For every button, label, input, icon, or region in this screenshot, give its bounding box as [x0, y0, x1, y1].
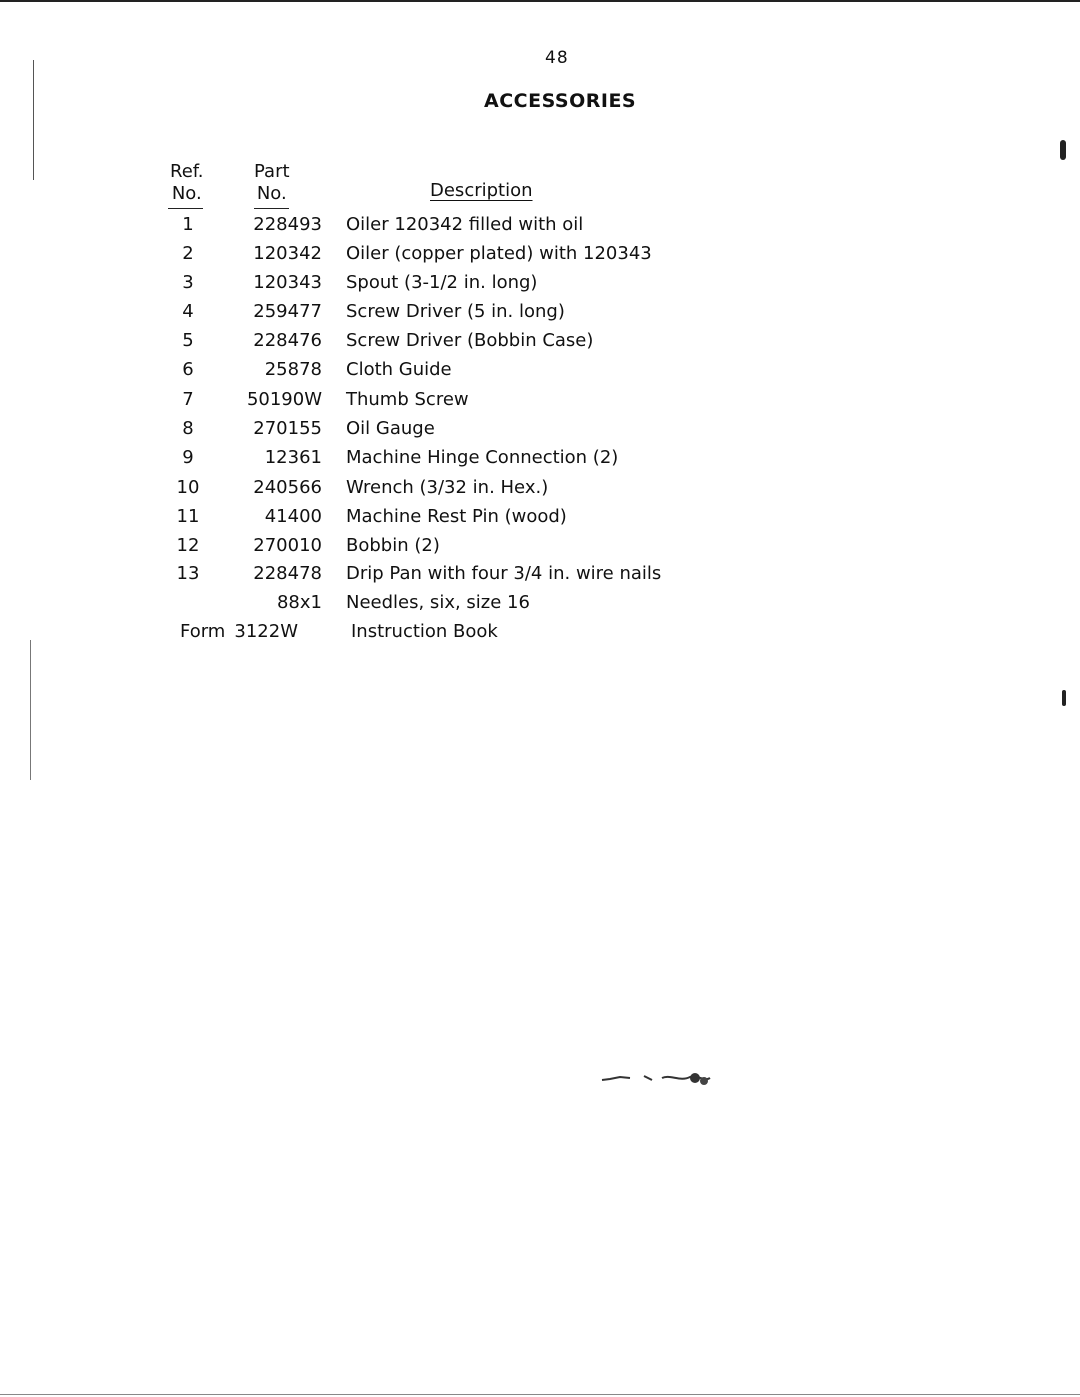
part-cell: 228478: [253, 563, 322, 584]
description-header-label: Description: [430, 180, 533, 201]
description-cell: Bobbin (2): [346, 535, 440, 556]
part-header-underline: [254, 208, 289, 209]
ref-cell: 8: [182, 418, 194, 439]
description-cell: Machine Hinge Connection (2): [346, 447, 619, 468]
right-scan-speck-lower: [1062, 690, 1066, 706]
part-cell: 12361: [264, 447, 322, 468]
part-cell: 3122W: [234, 621, 298, 642]
top-scan-edge: [0, 0, 1080, 2]
ref-cell: 7: [182, 389, 194, 410]
part-cell: 88x1: [276, 592, 322, 613]
ink-smudge-icon: [600, 1068, 715, 1092]
ref-cell: 2: [182, 243, 194, 264]
ref-cell: 4: [182, 301, 194, 322]
ref-cell: 10: [176, 477, 200, 498]
ref-header-underline: [168, 208, 203, 209]
description-cell: Wrench (3/32 in. Hex.): [346, 477, 549, 498]
description-cell: Oiler 120342 filled with oil: [346, 214, 584, 235]
part-cell: 50190W: [246, 389, 322, 410]
description-cell: Instruction Book: [351, 621, 498, 642]
part-cell: 120343: [253, 272, 322, 293]
description-cell: Spout (3-1/2 in. long): [346, 272, 538, 293]
ref-cell: 1: [182, 214, 194, 235]
left-scan-mark-lower: [30, 640, 31, 780]
ref-cell: 6: [182, 359, 194, 380]
description-cell: Oil Gauge: [346, 418, 435, 439]
part-cell: 228476: [253, 330, 322, 351]
part-cell: 270010: [253, 535, 322, 556]
description-cell: Machine Rest Pin (wood): [346, 506, 567, 527]
part-cell: 120342: [253, 243, 322, 264]
description-cell: Needles, six, size 16: [346, 592, 530, 613]
part-header-line2: No.: [256, 183, 287, 204]
ref-header-line1: Ref.: [170, 161, 204, 182]
description-cell: Screw Driver (Bobbin Case): [346, 330, 594, 351]
description-header: [430, 180, 533, 202]
ref-cell: 3: [182, 272, 194, 293]
description-cell: Cloth Guide: [346, 359, 452, 380]
part-cell: 240566: [253, 477, 322, 498]
part-cell: 228493: [253, 214, 322, 235]
description-cell: Thumb Screw: [346, 389, 469, 410]
ref-header-line2: No.: [171, 183, 202, 204]
part-no-header: [254, 161, 290, 205]
ref-cell: 11: [176, 506, 200, 527]
part-cell: 270155: [253, 418, 322, 439]
part-cell: 25878: [264, 359, 322, 380]
part-header-line1: Part: [254, 161, 290, 182]
ref-cell: 12: [176, 535, 200, 556]
left-scan-mark: [33, 60, 34, 180]
ref-cell: Form: [180, 621, 226, 642]
page-number: 48: [545, 48, 569, 68]
ref-cell: 13: [176, 563, 200, 584]
ref-cell: 9: [182, 447, 194, 468]
right-scan-speck: [1060, 140, 1066, 160]
bottom-scan-edge: [0, 1394, 1080, 1395]
part-cell: 41400: [264, 506, 322, 527]
part-cell: 259477: [253, 301, 322, 322]
ref-no-header: [170, 161, 204, 205]
page-title: ACCESSORIES: [484, 90, 637, 112]
description-cell: Screw Driver (5 in. long): [346, 301, 565, 322]
description-cell: Drip Pan with four 3/4 in. wire nails: [346, 563, 662, 584]
description-cell: Oiler (copper plated) with 120343: [346, 243, 652, 264]
ref-cell: 5: [182, 330, 194, 351]
